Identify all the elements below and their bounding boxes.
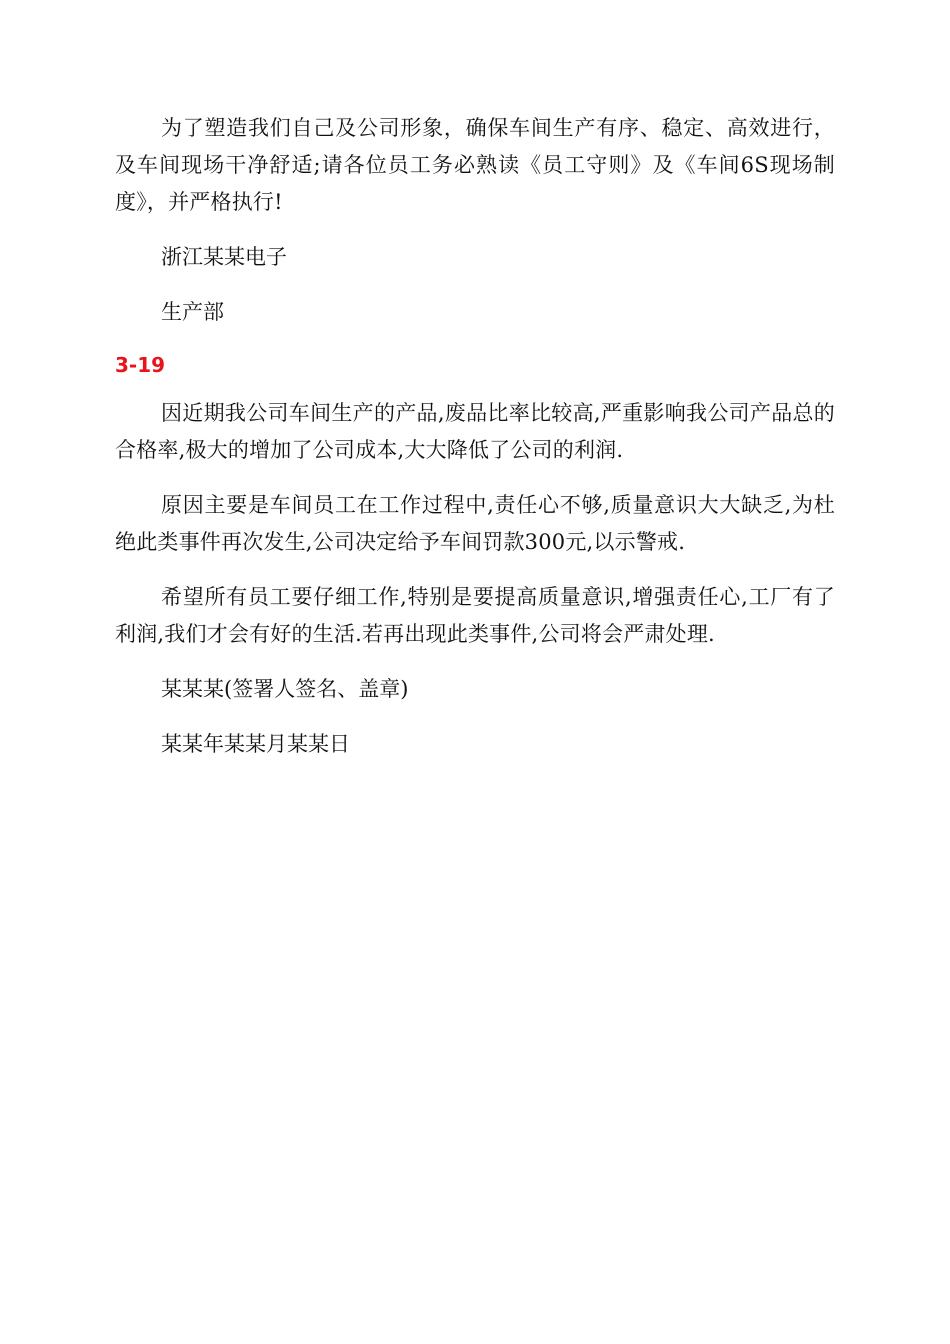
body-paragraph-3: 希望所有员工要仔细工作,特别是要提高质量意识,增强责任心,工厂有了利润,我们才会有好的生活.若再出现此类事件,公司将会严肃处理.: [115, 585, 835, 646]
body-paragraph-2: 原因主要是车间员工在工作过程中,责任心不够,质量意识大大缺乏,为杜绝此类事件再次发生,公司决定给予车间罚款300元,以示警戒.: [115, 493, 835, 554]
body-paragraph-1: 因近期我公司车间生产的产品,废品比率比较高,严重影响我公司产品总的合格率,极大的增加了公司成本,大大降低了公司的利润.: [115, 401, 835, 462]
section-heading: 3-19: [115, 353, 166, 377]
department-name: 生产部: [161, 300, 224, 324]
signature-line: 某某某(签署人签名、盖章): [161, 677, 409, 701]
notice-paragraph: 为了塑造我们自己及公司形象，确保车间生产有序、稳定、高效进行，及车间现场干净舒适;请各位员工务必熟读《员工守则》及《车间6S现场制度》，并严格执行!: [115, 116, 835, 214]
document-page: [115, 110, 835, 781]
company-name: 浙江某某电子: [161, 245, 287, 269]
date-line: 某某年某某月某某日: [161, 732, 350, 756]
